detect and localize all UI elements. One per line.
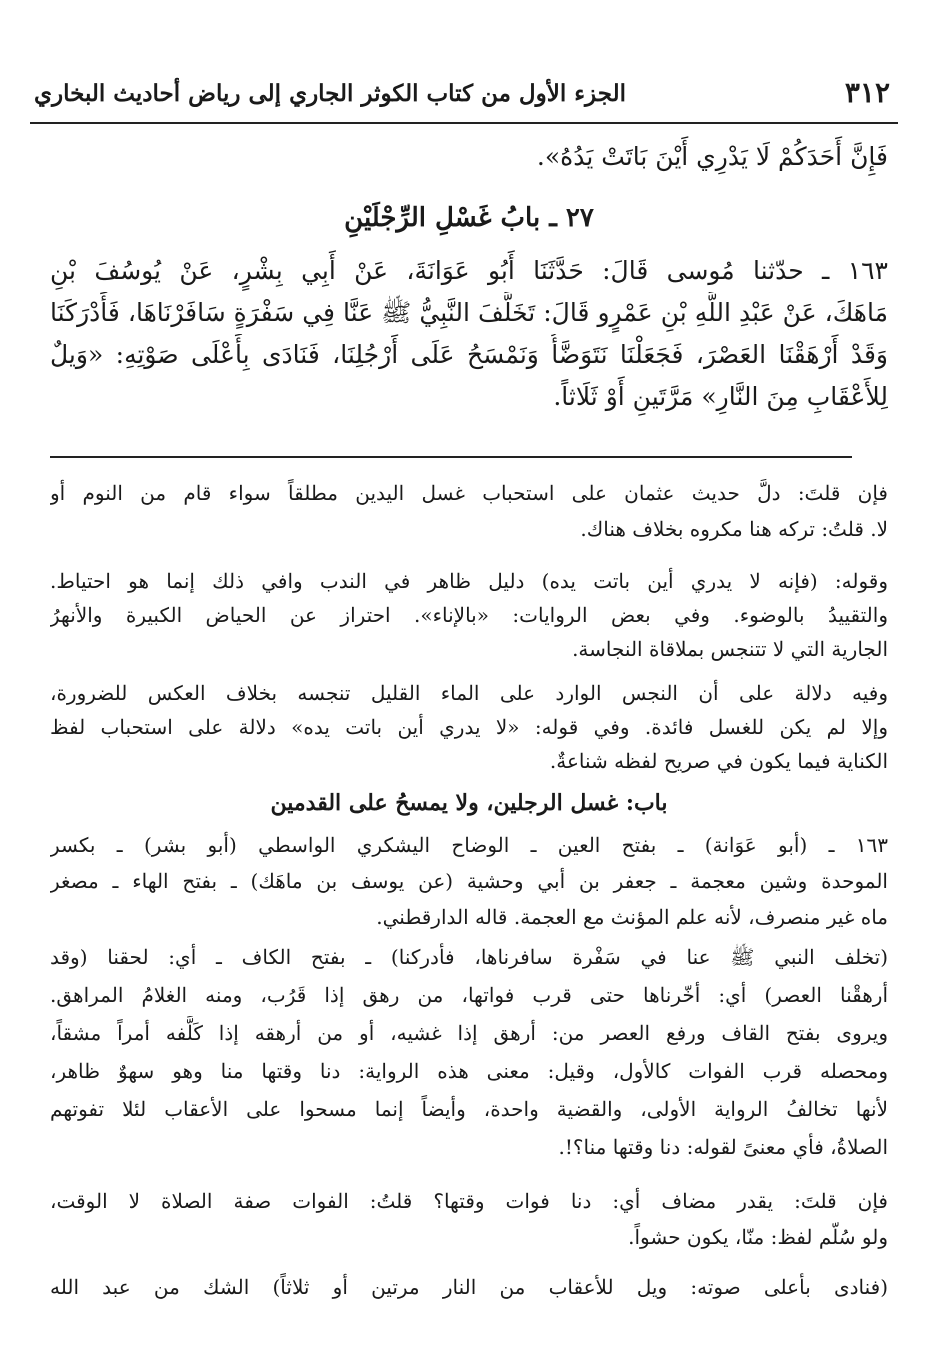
hadith-continuation-line: فَإِنَّ أَحَدَكُمْ لَا يَدْرِي أَيْنَ بَاتَتْ يَدُهُ».	[536, 142, 888, 171]
commentary-line: وفيه دلالة على أن النجس الوارد على الماء القليل تنجسه بخلاف العكس للضرورة،	[50, 681, 888, 705]
commentary-line: أرهقْنا العصر) أي: أخّرناها حتى قرب فواتها، من رهق إذا قَرُب، ومنه الغلامُ المراهق.	[50, 983, 888, 1007]
commentary-line: فإن قلتَ: يقدر مضاف أي: دنا فوات وقتها؟ قلتُ: الفوات صفة الصلاة لا الوقت،	[50, 1189, 888, 1213]
commentary-line: ويروى بفتح القاف ورفع العصر من: أرهق إذا غشيه، أو من أرهقه إذا كَلَّفه أمراً مشقاً،	[50, 1021, 888, 1045]
commentary-line: فإن قلتَ: دلَّ حديث عثمان على استحباب غسل اليدين مطلقاً سواء قام من النوم أو	[50, 481, 888, 505]
running-title: الجزء الأول من كتاب الكوثر الجاري إلى رياض أحاديث البخاري	[34, 80, 626, 107]
commentary-line: والتقييدُ بالوضوء. وفي بعض الروايات: «بالإناء». احتراز عن الحياض الكبيرة والأنهرُ	[50, 603, 888, 627]
commentary-line: ١٦٣ ـ (أبو عَوَانة) ـ بفتح العين ـ الوضاح اليشكري الواسطي (أبو بشر) ـ بكسر	[50, 833, 888, 857]
page-number: ٣١٢	[844, 76, 890, 109]
commentary-line: ولو سُلّم لفظ: منّا، يكون حشواً.	[628, 1225, 888, 1249]
commentary-line: وإلا لم يكن للغسل فائدة. وفي قوله: «لا يدري أين باتت يده» دلالة على استحباب لفظ	[50, 715, 888, 739]
commentary-line: ماه غير منصرف، لأنه علم المؤنث مع العجمة. قاله الدارقطني.	[376, 905, 888, 929]
commentary-line: ومحصله قرب الفوات كالأول، وقيل: معنى هذه الرواية: دنا وقتها منا وهو سهوٌ ظاهر،	[50, 1059, 888, 1083]
hadith-line: لِلأَعْقَابِ مِنَ النَّارِ» مَرَّتَينِ أَوْ ثَلَاثاً.	[553, 382, 888, 411]
commentary-line: الصلاةُ، فأي معنىً لقوله: دنا وقتها منا؟!.	[558, 1135, 888, 1159]
hadith-line: ١٦٣ ـ حدّثنا مُوسى قَالَ: حَدَّثَنَا أَبُو عَوَانَةَ، عَنْ أَبِي بِشْرٍ، عَنْ يُوسُفَ بْنِ	[50, 256, 888, 285]
commentary-line: الكناية فيما يكون في صريح لفظه شناعةٌ.	[549, 749, 888, 773]
commentary-line: الموحدة وشين معجمة ـ جعفر بن أبي وحشية (عن يوسف بن ماهَك) ـ بفتح الهاء ـ مصغر	[50, 869, 888, 893]
commentary-line: لأنها تخالفُ الرواية الأولى، والقضية واحدة، وأيضاً إنما مسحوا على الأعقاب لئلا تفوتهم	[50, 1097, 888, 1121]
commentary-line: (فنادى بأعلى صوته: ويل للأعقاب من النار مرتين أو ثلاثاً) الشك من عبد الله	[50, 1275, 888, 1299]
chapter-heading: ٢٧ ـ بابُ غَسْلِ الرِّجْلَيْنِ	[344, 203, 594, 233]
hadith-line: وَقَدْ أَرْهَقْنَا العَصْرَ، فَجَعَلْنَا نَتَوَضَّأُ وَنَمْسَحُ عَلَى أَرْجُلِنَا، فَنَادَى بِأَعْلَى صَوْتِهِ: «وَيلٌ	[50, 340, 888, 369]
separator-rule	[50, 456, 852, 458]
commentary-chapter-heading: باب: غسل الرجلين، ولا يمسحُ على القدمين	[270, 790, 668, 816]
commentary-line: الجارية التي لا تتنجس بملاقاة النجاسة.	[572, 637, 888, 661]
hadith-line: مَاهَكَ، عَنْ عَبْدِ اللَّهِ بْنِ عَمْرٍو قَالَ: تَخَلَّفَ النَّبِيُّ ﷺ عَنَّا فِي سَفْرَةٍ سَافَرْنَاهَا، فَأَدْرَكَنَا	[50, 298, 888, 327]
commentary-line: (تخلف النبي ﷺ عنا في سَفْرة سافرناها، فأدركنا) ـ بفتح الكاف ـ أي: لحقنا (وقد	[50, 945, 888, 969]
commentary-line: وقوله: (فإنه لا يدري أين باتت يده) دليل ظاهر في الندب وافي ذلك إنما هو احتياط.	[50, 569, 888, 593]
page-header	[30, 72, 898, 124]
commentary-line: لا. قلتُ: تركه هنا مكروه بخلاف هناك.	[580, 517, 888, 541]
